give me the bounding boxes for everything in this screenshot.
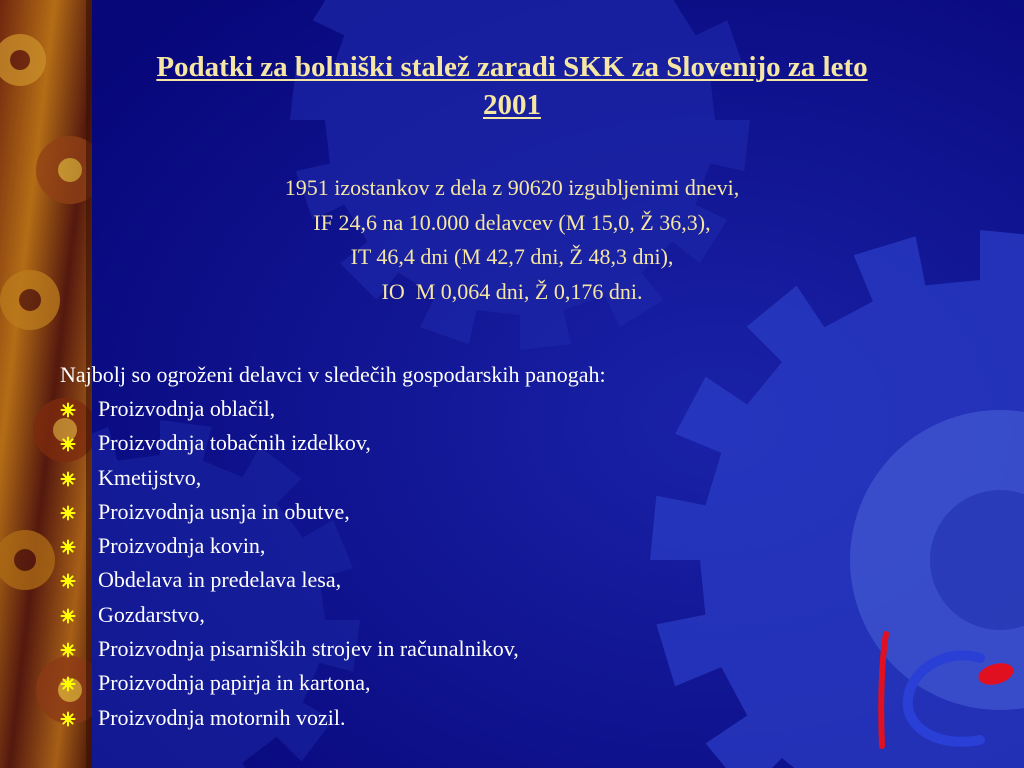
stat-line: IF 24,6 na 10.000 delavcev (M 15,0, Ž 36,3), [313,209,711,235]
list-item-label: Proizvodnja tobačnih izdelkov, [98,430,371,456]
list-item-label: Kmetijstvo, [98,464,202,490]
bullet-star-icon [60,642,76,658]
bullet-star-icon [60,539,76,555]
list-item-label: Proizvodnja usnja in obutve, [98,498,350,524]
bullet-star-icon [60,573,76,589]
industries-intro: Najbolj so ogroženi delavci v sledečih gospodarskih panogah: [60,362,606,387]
list-item-label: Gozdarstvo, [98,601,205,627]
stat-line: 1951 izostankov z dela z 90620 izgubljenimi dnevi, [284,175,740,200]
bullet-star-icon [60,505,76,521]
bullet-star-icon [60,676,76,692]
logo-red-stroke [881,634,886,746]
list-item-label: Proizvodnja motornih vozil. [98,704,346,730]
stat-line: IO M 0,064 dni, Ž 0,176 dni. [381,278,643,304]
list-item-label: Obdelava in predelava lesa, [98,567,342,593]
logo-blue-swoosh [908,655,980,741]
statistics-block [92,171,932,309]
bullet-star-icon [60,471,76,487]
slide-title [92,48,932,124]
title-line-1: Podatki za bolniški stalež zaradi SKK za Slovenijo za leto [156,51,868,83]
bullet-star-icon [60,402,76,418]
list-item-label: Proizvodnja kovin, [98,533,266,559]
stat-line: IT 46,4 dni (M 42,7 dni, Ž 48,3 dni), [350,244,674,269]
list-item-label: Proizvodnja oblačil, [98,396,276,421]
bullet-star-icon [60,436,76,452]
bullet-star-icon [60,608,76,624]
logo-icon [868,628,1018,756]
bullet-star-icon [60,711,76,727]
list-item-label: Proizvodnja papirja in kartona, [98,670,371,696]
list-item-label: Proizvodnja pisarniških strojev in računalnikov, [98,636,519,662]
title-line-2: 2001 [483,89,541,121]
logo-red-dot [976,660,1016,689]
